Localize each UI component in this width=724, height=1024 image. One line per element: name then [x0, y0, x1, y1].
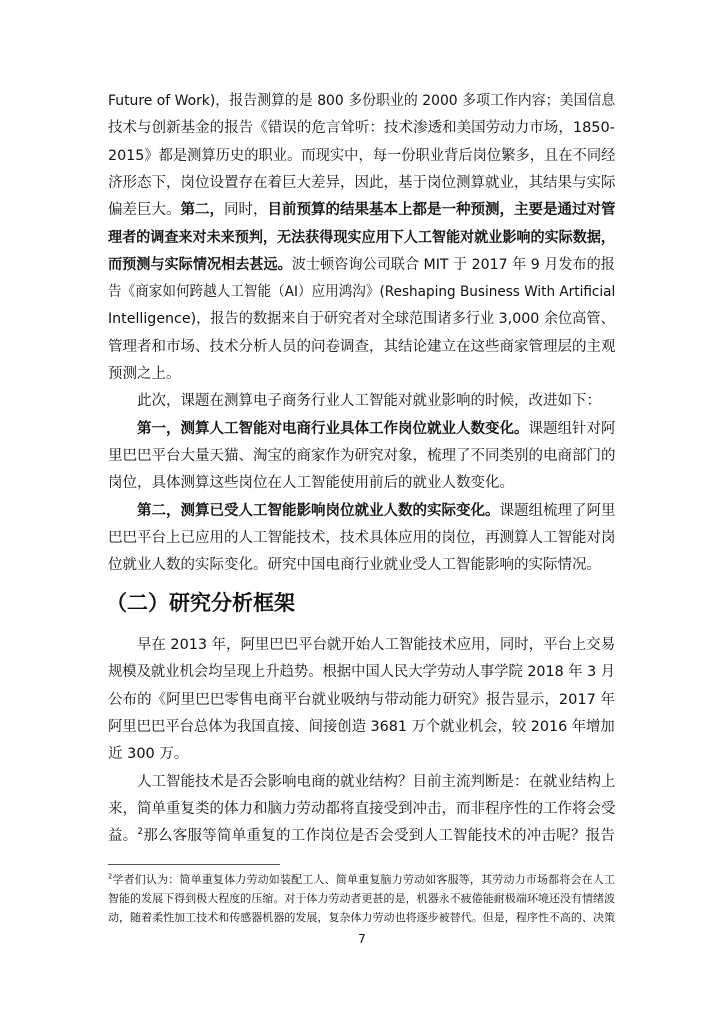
- text-line: [108, 309, 615, 329]
- bold-text-run: 第一，测算人工智能对电商行业具体工作岗位就业人数变化。: [137, 420, 529, 437]
- text-line: [108, 118, 615, 138]
- text-line: [108, 826, 615, 846]
- text-line: [108, 282, 616, 302]
- footnote-line: [108, 872, 615, 887]
- text-run: Intelligence)，报告的数据来自于研究者对全球范围诸多行业 3,000 余位高管、: [108, 311, 615, 328]
- text-run: 动，随着柔性加工技术和传感器机器的发展，复杂体力劳动也将逐步被替代。但是，程序性不高的、决策: [108, 911, 615, 924]
- text-run: 早在 2013 年，阿里巴巴平台就开始人工智能技术应用，同时，平台上交易: [137, 637, 616, 653]
- text-line: [108, 255, 615, 275]
- text-line: [108, 555, 615, 575]
- text-line: [137, 772, 615, 792]
- text-line: [108, 146, 616, 166]
- text-run: 2015》都是测算历史的职业。而现实中，每一份职业背后岗位繁多，且在不同经: [108, 147, 616, 164]
- bold-text-run: 理者的调查来对未来预判，无法获得现实应用下人工智能对就业影响的实际数据，: [108, 229, 615, 246]
- text-line: [108, 446, 615, 466]
- text-line: [137, 635, 616, 655]
- text-run: Future of Work)，报告测算的是 800 多份职业的 2000 多项工作内容；美国信息: [108, 93, 616, 109]
- text-run: 偏差巨大。: [108, 202, 181, 219]
- footnote-ref: 2: [137, 827, 144, 838]
- bold-text-run: 第二，: [180, 202, 224, 219]
- text-run: 管理者和市场、技术分析人员的问卷调查，其结论建立在这些商家管理层的主观: [108, 338, 616, 355]
- text-line: [108, 173, 615, 193]
- text-run: 巴巴平台上已应用的人工智能技术，技术具体应用的岗位，再测算人工智能对岗: [108, 529, 616, 546]
- footnote-line: [108, 891, 615, 906]
- text-run: 公布的《阿里巴巴零售电商平台就业吸纳与带动能力研究》报告显示，2017 年: [108, 691, 615, 708]
- text-line: [108, 690, 615, 710]
- text-line: [108, 528, 615, 548]
- text-run: 技术与创新基金的报告《错误的危言耸听：技术渗透和美国劳动力市场，1850-: [108, 120, 615, 137]
- text-run: 济形态下，岗位设置存在着巨大差异，因此，基于岗位测算就业，其结果与实际: [108, 174, 616, 191]
- text-run: 波士顿咨询公司联合 MIT 于 2017 年 9 月发布的报: [291, 256, 615, 273]
- text-run: 近 300 万。: [108, 746, 189, 763]
- text-line: [108, 200, 615, 220]
- text-line: [108, 799, 615, 819]
- text-line: [108, 337, 615, 357]
- text-line: [108, 228, 615, 248]
- text-line: [137, 501, 615, 521]
- bold-text-run: 而预测与实际情况相去甚远。: [108, 256, 292, 273]
- text-run: 位就业人数的实际变化。研究中国电商行业就业受人工智能影响的实际情况。: [108, 557, 601, 574]
- bold-text-run: 第二，测算已受人工智能影响岗位就业人数的实际变化。: [137, 502, 500, 519]
- text-line: [137, 419, 615, 439]
- text-run: 同时，: [224, 202, 268, 219]
- section-heading: （二）研究分析框架: [106, 591, 295, 615]
- text-run: 此次，课题在测算电子商务行业人工智能对就业影响的时候，改进如下：: [137, 393, 601, 410]
- text-run: 智能的发展下得到极大程度的压缩。对于体力劳动者更甚的是，机器永不疲倦能耐极端环境还没有情绪波: [108, 892, 615, 905]
- text-run: 岗位，具体测算这些岗位在人工智能使用前后的就业人数变化。: [108, 475, 514, 492]
- text-run: 人工智能技术是否会影响电商的就业结构？目前主流判断是：在就业结构上: [137, 773, 616, 790]
- text-run: 学者们认为：简单重复体力劳动如装配工人、简单重复脑力劳动如客服等，其劳动力市场都将会在人工: [112, 873, 615, 886]
- text-line: [108, 662, 616, 682]
- footnote-divider: [108, 864, 280, 865]
- page-number: 7: [358, 932, 366, 946]
- text-run: 课题组针对阿: [528, 420, 616, 437]
- text-line: [108, 744, 615, 764]
- text-run: 告《商家如何跨越人工智能（AI）应用鸿沟》(Reshaping Business With Artificial: [108, 284, 616, 301]
- text-run: 来，简单重复类的体力和脑力劳动都将直接受到冲击，而非程序性的工作将会受: [108, 800, 616, 817]
- text-line: [108, 473, 615, 493]
- bold-text-run: 目前预算的结果基本上都是一种预测，主要是通过对管: [267, 202, 616, 219]
- text-run: 课题组梳理了阿里: [499, 502, 616, 519]
- text-line: [137, 391, 615, 411]
- text-line: [108, 364, 615, 384]
- text-run: 益。: [108, 828, 138, 845]
- text-run: 规模及就业机会均呈现上升趋势。根据中国人民大学劳动人事学院 2018 年 3 月: [108, 664, 616, 681]
- footnote-line: [108, 910, 615, 925]
- text-run: 里巴巴平台大量天猫、淘宝的商家作为研究对象，梳理了不同类别的电商部门的: [108, 447, 616, 464]
- text-line: [108, 91, 616, 111]
- text-run: 预测之上。: [108, 366, 181, 382]
- text-run: 那么客服等简单重复的工作岗位是否会受到人工智能技术的冲击呢？报告: [143, 828, 615, 845]
- text-run: 阿里巴巴平台总体为我国直接、间接创造 3681 万个就业机会，较 2016 年增加: [108, 718, 615, 735]
- footnote-ref: 2: [108, 872, 113, 881]
- text-line: [108, 717, 615, 737]
